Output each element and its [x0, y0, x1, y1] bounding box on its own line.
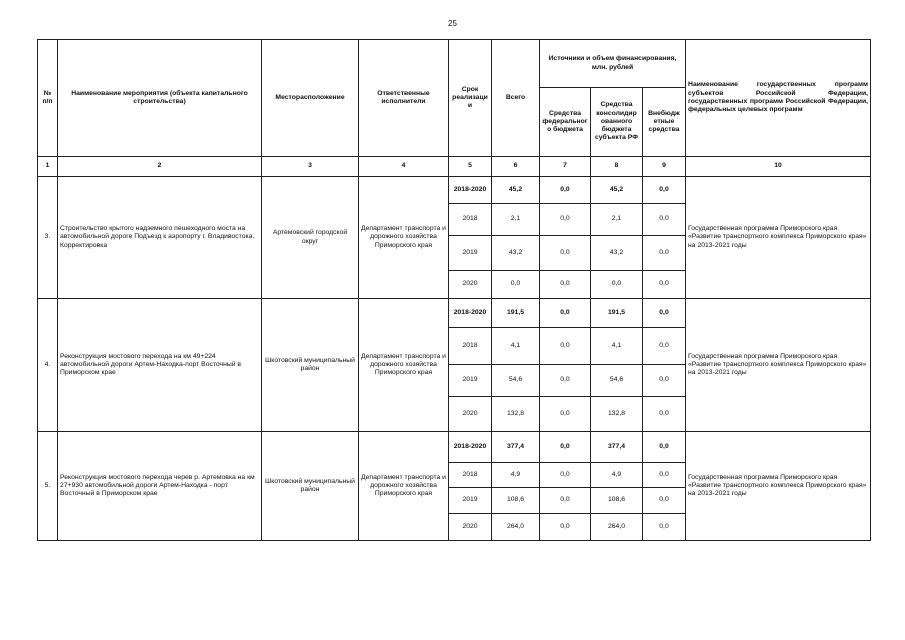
period-cell: 2020 — [449, 397, 492, 432]
measure-name: Строительство крытого надземного пешеходного моста на автомобильной дороге Подъезд к аэропорту г. Владивостока. Корректировка — [58, 177, 262, 299]
period-cell: 2018 — [449, 328, 492, 365]
header-financing-sources: Источники и объем финансирования, млн. рублей — [540, 40, 686, 88]
period-cell: 2019 — [449, 365, 492, 397]
consolidated-budget-cell: 191,5 — [591, 299, 643, 328]
column-number: 2 — [58, 157, 262, 177]
period-cell: 2018-2020 — [449, 432, 492, 463]
total-cell: 2,1 — [492, 204, 540, 236]
consolidated-budget-cell: 4,1 — [591, 328, 643, 365]
location-cell: Шкотовский муниципальный район — [262, 299, 359, 432]
column-number: 9 — [643, 157, 686, 177]
column-number: 7 — [540, 157, 591, 177]
period-cell: 2020 — [449, 514, 492, 541]
extra-budget-cell: 0,0 — [643, 463, 686, 488]
period-cell: 2018-2020 — [449, 177, 492, 204]
extra-budget-cell: 0,0 — [643, 397, 686, 432]
consolidated-budget-cell: 4,9 — [591, 463, 643, 488]
header-period: Срок реализаци и — [449, 40, 492, 157]
extra-budget-cell: 0,0 — [643, 236, 686, 271]
column-number: 3 — [262, 157, 359, 177]
total-cell: 4,9 — [492, 463, 540, 488]
header-extra-budget: Внебюдж етные средства — [643, 88, 686, 157]
extra-budget-cell: 0,0 — [643, 514, 686, 541]
row-number: 4. — [38, 299, 58, 432]
period-cell: 2019 — [449, 488, 492, 514]
federal-budget-cell: 0,0 — [540, 204, 591, 236]
program-cell: Государственная программа Приморского края «Развитие транспортного комплекса Приморского края» на 2013-2021 годы — [686, 432, 871, 541]
column-number: 10 — [686, 157, 871, 177]
column-numbers-row — [38, 157, 871, 177]
total-cell: 191,5 — [492, 299, 540, 328]
total-cell: 45,2 — [492, 177, 540, 204]
extra-budget-cell: 0,0 — [643, 271, 686, 299]
header-federal-budget: Средства федеральног о бюджета — [540, 88, 591, 157]
header-location: Месторасположение — [262, 40, 359, 157]
extra-budget-cell: 0,0 — [643, 365, 686, 397]
page-number: 25 — [448, 19, 457, 28]
federal-budget-cell: 0,0 — [540, 328, 591, 365]
period-cell: 2018-2020 — [449, 299, 492, 328]
extra-budget-cell: 0,0 — [643, 432, 686, 463]
federal-budget-cell: 0,0 — [540, 488, 591, 514]
total-cell: 108,6 — [492, 488, 540, 514]
consolidated-budget-cell: 0,0 — [591, 271, 643, 299]
consolidated-budget-cell: 45,2 — [591, 177, 643, 204]
header-consolidated-budget: Средства консолидир ованного бюджета субъекта РФ — [591, 88, 643, 157]
row-number: 5. — [38, 432, 58, 541]
federal-budget-cell: 0,0 — [540, 271, 591, 299]
program-cell: Государственная программа Приморского края «Развитие транспортного комплекса Приморского края» на 2013-2021 годы — [686, 299, 871, 432]
federal-budget-cell: 0,0 — [540, 514, 591, 541]
header-num: № п/п — [38, 40, 58, 157]
location-cell: Артемовский городской округ — [262, 177, 359, 299]
period-cell: 2020 — [449, 271, 492, 299]
consolidated-budget-cell: 108,6 — [591, 488, 643, 514]
total-cell: 132,8 — [492, 397, 540, 432]
table-row — [38, 299, 871, 328]
column-number: 1 — [38, 157, 58, 177]
period-cell: 2018 — [449, 463, 492, 488]
header-executors: Ответственные исполнители — [359, 40, 449, 157]
location-cell: Шкотовский муниципальный район — [262, 432, 359, 541]
extra-budget-cell: 0,0 — [643, 488, 686, 514]
total-cell: 4,1 — [492, 328, 540, 365]
financing-table — [37, 39, 871, 541]
period-cell: 2019 — [449, 236, 492, 271]
federal-budget-cell: 0,0 — [540, 365, 591, 397]
column-number: 4 — [359, 157, 449, 177]
measure-name: Реконструкция мостового перехода черев р. Артемовка на км 27+930 автомобильной дороги Артем-Находка - порт Восточный в Приморском крае — [58, 432, 262, 541]
total-cell: 43,2 — [492, 236, 540, 271]
program-cell: Государственная программа Приморского края «Развитие транспортного комплекса Приморского края» на 2013-2021 годы — [686, 177, 871, 299]
consolidated-budget-cell: 132,8 — [591, 397, 643, 432]
federal-budget-cell: 0,0 — [540, 463, 591, 488]
header-programs: Наименование государственных программ субъектов Российской Федерации, государственных программ Российской Федерации, федеральных целевых программ — [686, 40, 871, 157]
total-cell: 377,4 — [492, 432, 540, 463]
consolidated-budget-cell: 43,2 — [591, 236, 643, 271]
total-cell: 0,0 — [492, 271, 540, 299]
consolidated-budget-cell: 377,4 — [591, 432, 643, 463]
table-row — [38, 177, 871, 204]
total-cell: 264,0 — [492, 514, 540, 541]
executor-cell: Департамент транспорта и дорожного хозяйства Приморского края — [359, 177, 449, 299]
extra-budget-cell: 0,0 — [643, 177, 686, 204]
column-number: 8 — [591, 157, 643, 177]
executor-cell: Департамент транспорта и дорожного хозяйства Приморского края — [359, 299, 449, 432]
period-cell: 2018 — [449, 204, 492, 236]
total-cell: 54,6 — [492, 365, 540, 397]
column-number: 5 — [449, 157, 492, 177]
federal-budget-cell: 0,0 — [540, 236, 591, 271]
extra-budget-cell: 0,0 — [643, 328, 686, 365]
column-number: 6 — [492, 157, 540, 177]
consolidated-budget-cell: 54,6 — [591, 365, 643, 397]
federal-budget-cell: 0,0 — [540, 432, 591, 463]
federal-budget-cell: 0,0 — [540, 299, 591, 328]
extra-budget-cell: 0,0 — [643, 204, 686, 236]
extra-budget-cell: 0,0 — [643, 299, 686, 328]
header-measure-name: Наименование мероприятия (объекта капитального строительства) — [58, 40, 262, 157]
executor-cell: Департамент транспорта и дорожного хозяйства Приморского края — [359, 432, 449, 541]
federal-budget-cell: 0,0 — [540, 397, 591, 432]
header-total: Всего — [492, 40, 540, 157]
measure-name: Реконструкция мостового перехода на км 49+224 автомобильной дороги Артем-Находка-порт Восточный в Приморском крае — [58, 299, 262, 432]
table-row — [38, 432, 871, 463]
row-number: 3. — [38, 177, 58, 299]
consolidated-budget-cell: 2,1 — [591, 204, 643, 236]
consolidated-budget-cell: 264,0 — [591, 514, 643, 541]
federal-budget-cell: 0,0 — [540, 177, 591, 204]
